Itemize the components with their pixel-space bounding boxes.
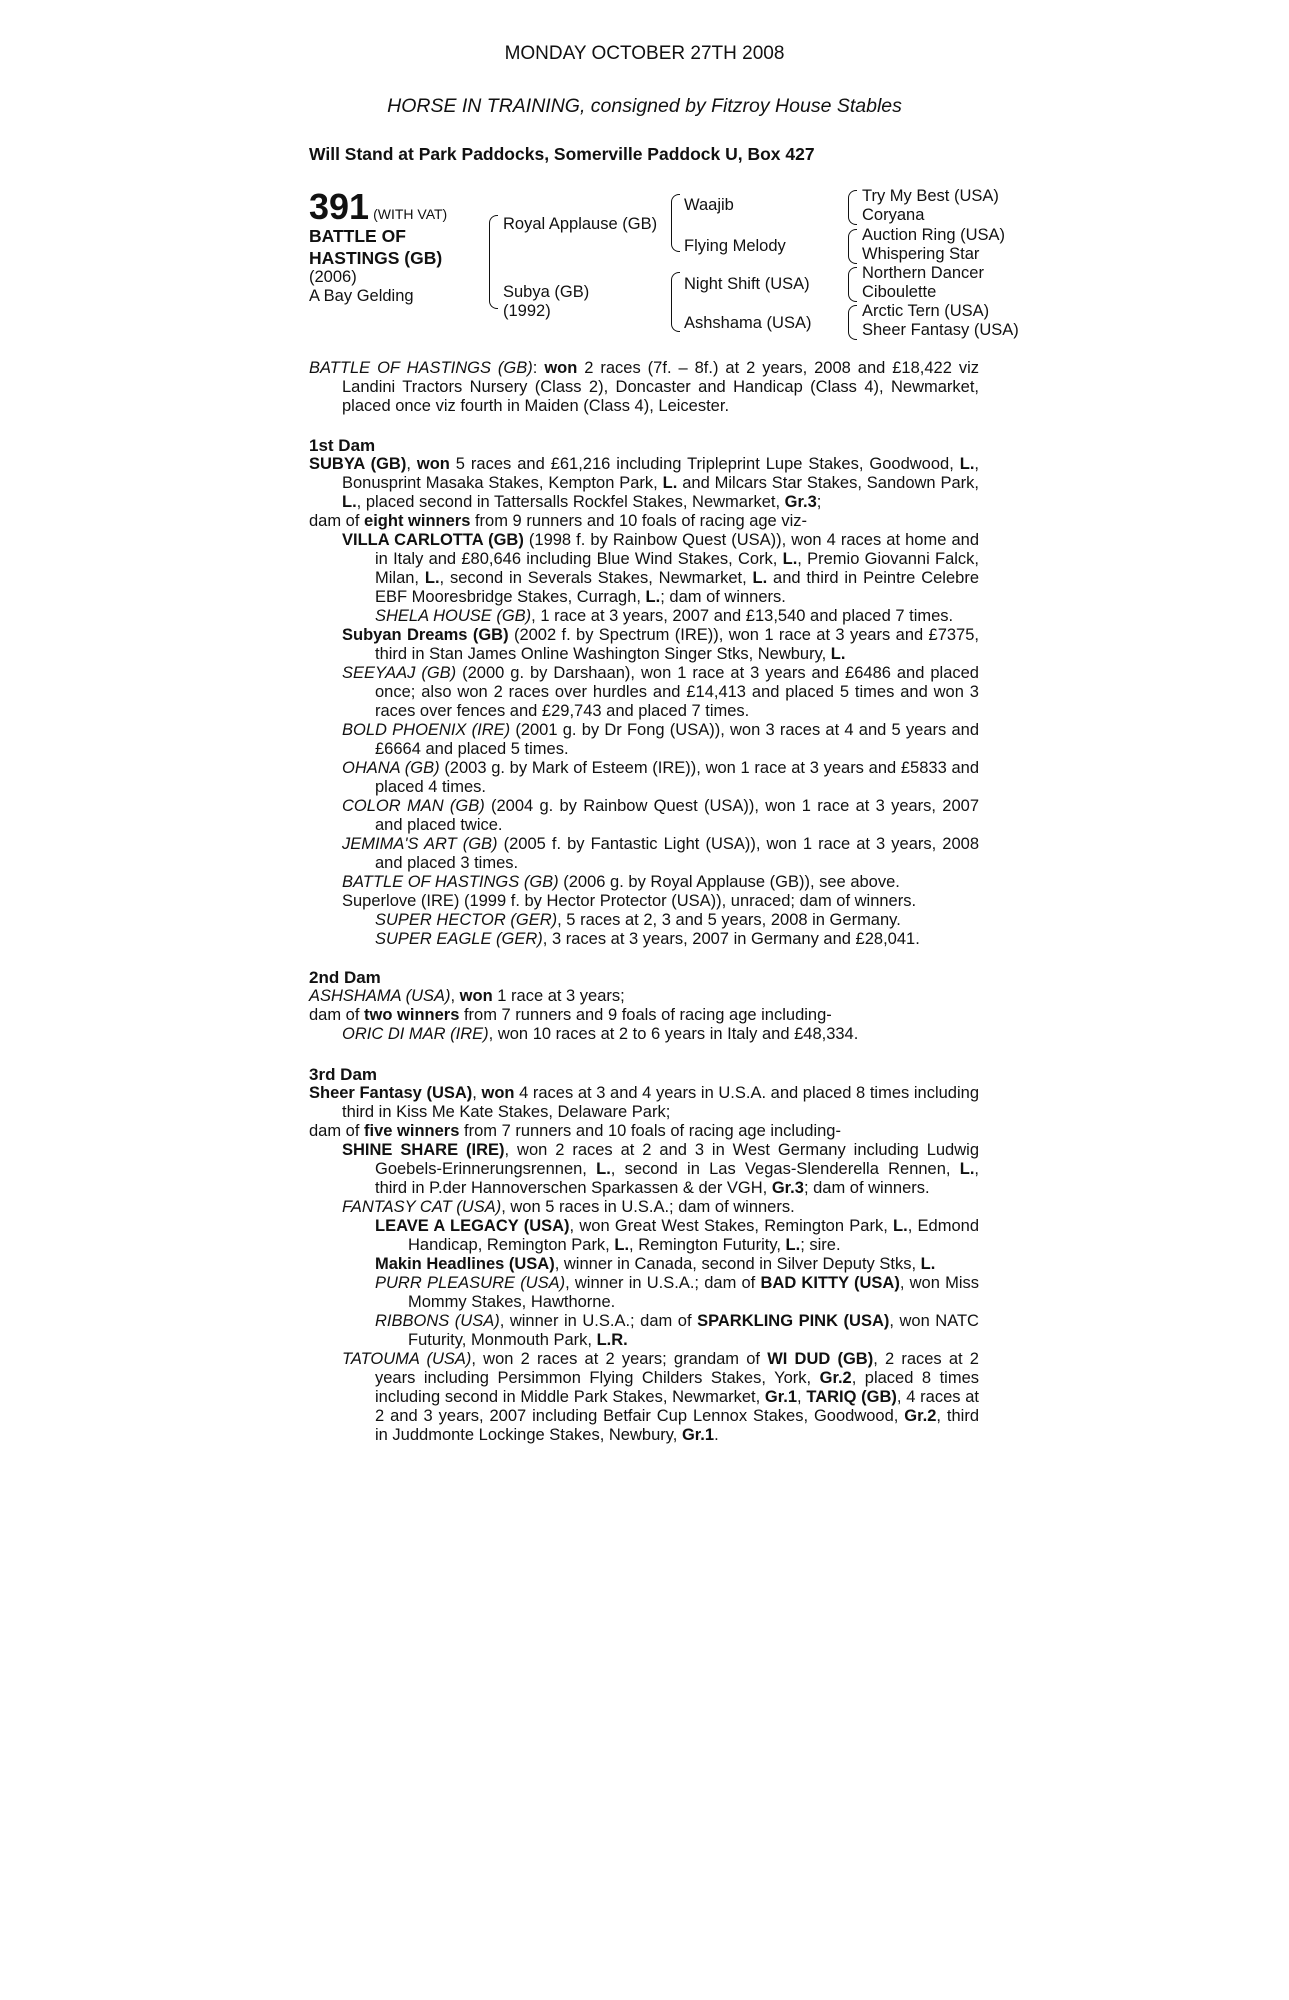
pedigree-brace-sire xyxy=(671,194,680,252)
pedigree-g2: Coryana xyxy=(862,206,925,224)
produce-ohana xyxy=(342,759,979,797)
horse-record xyxy=(309,359,979,416)
listed-mark: L. xyxy=(662,474,678,492)
first-dam-name: SUBYA (GB) xyxy=(309,455,407,473)
produce-text: , won Miss Mommy Stakes, Hawthorne. xyxy=(408,1274,979,1311)
produce-name: SUPER HECTOR (GER) xyxy=(375,911,558,929)
produce-name: OHANA (GB) xyxy=(342,759,440,777)
produce-text: (2004 g. by Rainbow Quest (USA)), won 1 race at 3 years, 2007 and placed twice. xyxy=(375,797,979,834)
produce-ribbons xyxy=(375,1312,979,1350)
first-dam-text-3: and Milcars Star Stakes, Sandown Park, xyxy=(677,474,980,492)
horse-name-line-2: HASTINGS (GB) xyxy=(309,248,443,268)
produce-superlove: Superlove (IRE) (1999 f. by Hector Protector (USA)), unraced; dam of winners. xyxy=(342,892,917,910)
produce-text: , 5 races at 2, 3 and 5 years, 2008 in Germany. xyxy=(557,911,901,929)
produce-text: , second in Las Vegas-Slenderella Rennen, xyxy=(610,1160,960,1178)
produce-jemimas-art xyxy=(342,835,979,873)
produce-name: COLOR MAN (GB) xyxy=(342,797,485,815)
listed-mark: L. xyxy=(614,1236,630,1254)
winners-count: eight winners xyxy=(364,512,471,530)
produce-text: , winner in Canada, second in Silver Deputy Stks, xyxy=(554,1255,921,1273)
third-dam-heading: 3rd Dam xyxy=(309,1065,378,1084)
winners-count: five winners xyxy=(364,1122,460,1140)
produce-text: , won NATC Futurity, Monmouth Park, xyxy=(408,1312,979,1349)
listed-mark: L. xyxy=(424,569,440,587)
produce-text: , won Great West Stakes, Remington Park, xyxy=(569,1217,894,1235)
listed-mark: L. xyxy=(596,1160,611,1178)
second-dam-produce-summary xyxy=(309,1006,979,1025)
third-dam-record xyxy=(309,1084,979,1122)
produce-text: , Premio Giovanni Falck, Milan, xyxy=(375,550,979,587)
lot-number-line xyxy=(309,186,479,227)
second-dam-record xyxy=(309,987,979,1006)
produce-color-man xyxy=(342,797,979,835)
produce-name: SHINE SHARE (IRE) xyxy=(342,1141,505,1159)
produce-super-eagle xyxy=(375,930,979,949)
pedigree-brace-g78 xyxy=(848,305,857,340)
pedigree-g7: Arctic Tern (USA) xyxy=(862,302,990,320)
listed-mark: L. xyxy=(645,588,661,606)
listed-mark: L.R. xyxy=(596,1331,628,1349)
produce-text: (2006 g. by Royal Applause (GB)), see above. xyxy=(558,873,900,891)
produce-name: SUPER EAGLE (GER) xyxy=(375,930,543,948)
produce-name: LEAVE A LEGACY (USA) xyxy=(375,1217,570,1235)
produce-offspring-name: BAD KITTY (USA) xyxy=(760,1274,900,1292)
produce-text: (2001 g. by Dr Fong (USA)), won 3 races at 4 and 5 years and £6664 and placed 5 times. xyxy=(375,721,979,758)
stand-location: Will Stand at Park Paddocks, Somerville Paddock U, Box 427 xyxy=(309,144,815,164)
pedigree-g5: Northern Dancer xyxy=(862,264,984,282)
first-dam-section xyxy=(309,436,979,949)
produce-name: JEMIMA'S ART (GB) xyxy=(342,835,498,853)
pedigree-brace-g56 xyxy=(848,267,857,302)
dam-of-prefix: dam of xyxy=(309,1006,365,1024)
horse-description: A Bay Gelding xyxy=(309,287,414,305)
first-dam-record: SUBYA (GB), won 5 races and £61,216 including Tripleprint Lupe Stakes, Goodwood, L., Bonusprint Masaka Stakes, Kempton Park, L. and Milcars Star Stakes, Sandown Park, L., placed second in Tattersalls Rockfel Stakes, Newmarket, Gr.3; xyxy=(309,455,980,511)
produce-text: and third in Peintre Celebre EBF Mooresbridge Stakes, Curragh, xyxy=(375,569,979,606)
lot-block xyxy=(309,186,479,306)
group-mark: Gr.1 xyxy=(681,1426,715,1444)
second-dam-section xyxy=(309,968,979,1044)
first-dam-produce-summary xyxy=(309,512,979,531)
listed-mark: L. xyxy=(959,455,975,473)
first-dam-text-4: , placed second in Tattersalls Rockfel Stakes, Newmarket, xyxy=(356,493,785,511)
first-dam-text-2: , Bonusprint Masaka Stakes, Kempton Park, xyxy=(342,455,979,492)
third-dam-section xyxy=(309,1065,979,1445)
dam-of-prefix: dam of xyxy=(309,512,365,530)
produce-battle-of-hastings xyxy=(342,873,979,892)
produce-text: , won 2 races at 2 and 3 in West Germany including Ludwig Goebels-Erinnerungsrennen, xyxy=(375,1141,979,1178)
pedigree-brace-g34 xyxy=(848,229,857,264)
record-won: won xyxy=(544,359,578,377)
group-mark: Gr.3 xyxy=(784,493,817,511)
first-dam-text-1: 5 races and £61,216 including Tripleprint Lupe Stakes, Goodwood, xyxy=(449,455,960,473)
produce-text: , won 2 races at 2 years; grandam of xyxy=(471,1350,768,1368)
third-dam-produce-summary xyxy=(309,1122,979,1141)
dam-of-suffix: from 7 runners and 9 foals of racing age including- xyxy=(459,1006,832,1024)
second-dam-text: 1 race at 3 years; xyxy=(492,987,625,1005)
group-mark: Gr.2 xyxy=(819,1369,852,1387)
third-dam-text: 4 races at 3 and 4 years in U.S.A. and placed 8 times including third in Kiss Me Kate Stakes, Delaware Park; xyxy=(342,1084,979,1121)
produce-text: , winner in U.S.A.; dam of xyxy=(499,1312,698,1330)
produce-shine-share xyxy=(342,1141,979,1198)
produce-text: (2000 g. by Darshaan), won 1 race at 3 years and £6486 and placed once; also won 2 races over hurdles and £14,413 and placed 5 times and won 3 races over fences and £29,743 and placed 7 times. xyxy=(375,664,979,720)
horse-name-line-1: BATTLE OF xyxy=(309,226,406,246)
produce-name: ORIC DI MAR (IRE) xyxy=(342,1025,489,1043)
listed-mark: L. xyxy=(752,569,768,587)
second-dam-name: ASHSHAMA (USA) xyxy=(309,987,451,1005)
produce-seeyaaj xyxy=(342,664,979,721)
dam-of-suffix: from 9 runners and 10 foals of racing age viz- xyxy=(470,512,807,530)
third-dam-won: won xyxy=(481,1084,515,1102)
produce-offspring-name: SPARKLING PINK (USA) xyxy=(697,1312,890,1330)
pedigree-g8: Sheer Fantasy (USA) xyxy=(862,321,1019,339)
winners-count: two winners xyxy=(364,1006,460,1024)
produce-makin-headlines xyxy=(375,1255,979,1274)
produce-offspring-name: WI DUD (GB) xyxy=(767,1350,874,1368)
produce-fantasy-cat xyxy=(342,1198,979,1217)
pedigree-sire: Royal Applause (GB) xyxy=(503,215,658,233)
produce-shela-house xyxy=(375,607,979,626)
produce-text: , won 10 races at 2 to 6 years in Italy and £48,334. xyxy=(488,1025,859,1043)
separator: , xyxy=(450,987,460,1005)
produce-oric-di-mar xyxy=(342,1025,979,1044)
produce-name: Makin Headlines (USA) xyxy=(375,1255,555,1273)
pedigree-dam-sire: Night Shift (USA) xyxy=(684,275,810,293)
group-mark: Gr.3 xyxy=(771,1179,804,1197)
intro-section xyxy=(309,359,979,416)
produce-leave-a-legacy xyxy=(375,1217,979,1255)
produce-text: , placed 8 times including second in Middle Park Stakes, Newmarket, xyxy=(375,1369,979,1406)
produce-super-hector xyxy=(375,911,979,930)
second-dam-won: won xyxy=(459,987,493,1005)
sale-date: MONDAY OCTOBER 27TH 2008 xyxy=(504,43,785,64)
pedigree-brace-dam xyxy=(671,272,680,332)
listed-mark: L. xyxy=(893,1217,908,1235)
produce-text: , winner in U.S.A.; dam of xyxy=(565,1274,761,1292)
listed-mark: L. xyxy=(342,493,357,511)
pedigree-g1: Try My Best (USA) xyxy=(862,187,999,205)
produce-text: (2005 f. by Fantastic Light (USA)), won 1 race at 3 years, 2008 and placed 3 times. xyxy=(375,835,980,872)
produce-offspring-name: TARIQ (GB) xyxy=(806,1388,897,1406)
pedigree-sire-sire: Waajib xyxy=(684,196,734,214)
produce-name: RIBBONS (USA) xyxy=(375,1312,500,1330)
produce-name: BATTLE OF HASTINGS (GB) xyxy=(342,873,559,891)
produce-text: , xyxy=(797,1388,807,1406)
pedigree-sire-dam: Flying Melody xyxy=(684,237,786,255)
produce-name: FANTASY CAT (USA) xyxy=(342,1198,502,1216)
pedigree-dam-year: (1992) xyxy=(503,302,551,320)
pedigree-g6: Ciboulette xyxy=(862,283,937,301)
record-text: 2 races (7f. – 8f.) at 2 years, 2008 and £18,422 viz Landini Tractors Nursery (Class 2), Doncaster and Handicap (Class 4), Newmarket, placed once viz fourth in Maiden (Class 4), Leicester. xyxy=(342,359,979,415)
produce-text: (2003 g. by Mark of Esteem (IRE)), won 1 race at 3 years and £5833 and placed 4 times. xyxy=(375,759,979,796)
produce-text: , 2 races at 2 years including Persimmon Flying Childers Stakes, York, xyxy=(375,1350,979,1387)
produce-text: , 3 races at 3 years, 2007 in Germany and £28,041. xyxy=(542,930,920,948)
consignor-subtitle: HORSE IN TRAINING, consigned by Fitzroy House Stables xyxy=(387,95,902,117)
separator: , xyxy=(472,1084,482,1102)
produce-text: , third in Juddmonte Lockinge Stakes, Newbury, xyxy=(375,1407,979,1444)
produce-bold-phoenix xyxy=(342,721,979,759)
pedigree-dam: Subya (GB) xyxy=(503,283,590,301)
group-mark: Gr.2 xyxy=(904,1407,937,1425)
produce-name: BOLD PHOENIX (IRE) xyxy=(342,721,511,739)
listed-mark: L. xyxy=(959,1160,975,1178)
pedigree-g3: Auction Ring (USA) xyxy=(862,226,1006,244)
produce-text: ; dam of winners. xyxy=(660,588,786,606)
record-horse-name: BATTLE OF HASTINGS (GB) xyxy=(309,359,533,377)
produce-text: (1998 f. by Rainbow Quest (USA)), won 4 races at home and in Italy and £80,646 including Blue Wind Stakes, Cork, xyxy=(375,531,979,568)
dam-of-prefix: dam of xyxy=(309,1122,365,1140)
first-dam-won: won xyxy=(416,455,450,473)
group-mark: Gr.1 xyxy=(764,1388,798,1406)
produce-text: , third in P.der Hannoverschen Sparkassen & der VGH, xyxy=(375,1160,979,1197)
pedigree-dam-dam: Ashshama (USA) xyxy=(684,314,812,332)
listed-mark: L. xyxy=(830,645,846,663)
produce-text: , 1 race at 3 years, 2007 and £13,540 and placed 7 times. xyxy=(531,607,954,625)
first-dam-heading: 1st Dam xyxy=(309,436,376,455)
produce-name: VILLA CARLOTTA (GB) xyxy=(342,531,524,549)
produce-name: PURR PLEASURE (USA) xyxy=(375,1274,566,1292)
produce-text: , 4 races at 2 and 3 years, 2007 including Betfair Cup Lennox Stakes, Goodwood, xyxy=(375,1388,979,1425)
produce-text: , second in Severals Stakes, Newmarket, xyxy=(439,569,753,587)
pedigree-brace-g12 xyxy=(848,190,857,225)
produce-text: , Remington Futurity, xyxy=(629,1236,786,1254)
lot-vat: (WITH VAT) xyxy=(373,206,448,222)
produce-name: TATOUMA (USA) xyxy=(342,1350,472,1368)
lot-number: 391 xyxy=(309,186,370,227)
record-colon: : xyxy=(532,359,545,377)
produce-name: Subyan Dreams (GB) xyxy=(342,626,509,644)
produce-text: ; dam of winners. xyxy=(803,1179,930,1197)
horse-year: (2006) xyxy=(309,268,357,286)
produce-villa-carlotta xyxy=(342,531,979,607)
produce-text: ; sire. xyxy=(800,1236,841,1254)
first-dam-text-5: ; xyxy=(816,493,822,511)
produce-text: . xyxy=(714,1426,719,1444)
produce-subyan-dreams xyxy=(342,626,979,664)
listed-mark: L. xyxy=(785,1236,801,1254)
second-dam-heading: 2nd Dam xyxy=(309,968,381,987)
produce-text: , Edmond Handicap, Remington Park, xyxy=(408,1217,980,1254)
produce-name: SHELA HOUSE (GB) xyxy=(375,607,532,625)
produce-text: (2002 f. by Spectrum (IRE)), won 1 race at 3 years and £7375, third in Stan James Online Washington Singer Stks, Newbury, xyxy=(375,626,979,663)
produce-tatouma xyxy=(342,1350,979,1445)
produce-name: SEEYAAJ (GB) xyxy=(342,664,457,682)
listed-mark: L. xyxy=(782,550,798,568)
pedigree-brace-main xyxy=(489,215,498,309)
dam-of-suffix: from 7 runners and 10 foals of racing age including- xyxy=(459,1122,841,1140)
produce-text: , won 5 races in U.S.A.; dam of winners. xyxy=(501,1198,795,1216)
pedigree-g4: Whispering Star xyxy=(862,245,980,263)
listed-mark: L. xyxy=(920,1255,936,1273)
produce-purr-pleasure xyxy=(375,1274,979,1312)
third-dam-name: Sheer Fantasy (USA) xyxy=(309,1084,473,1102)
